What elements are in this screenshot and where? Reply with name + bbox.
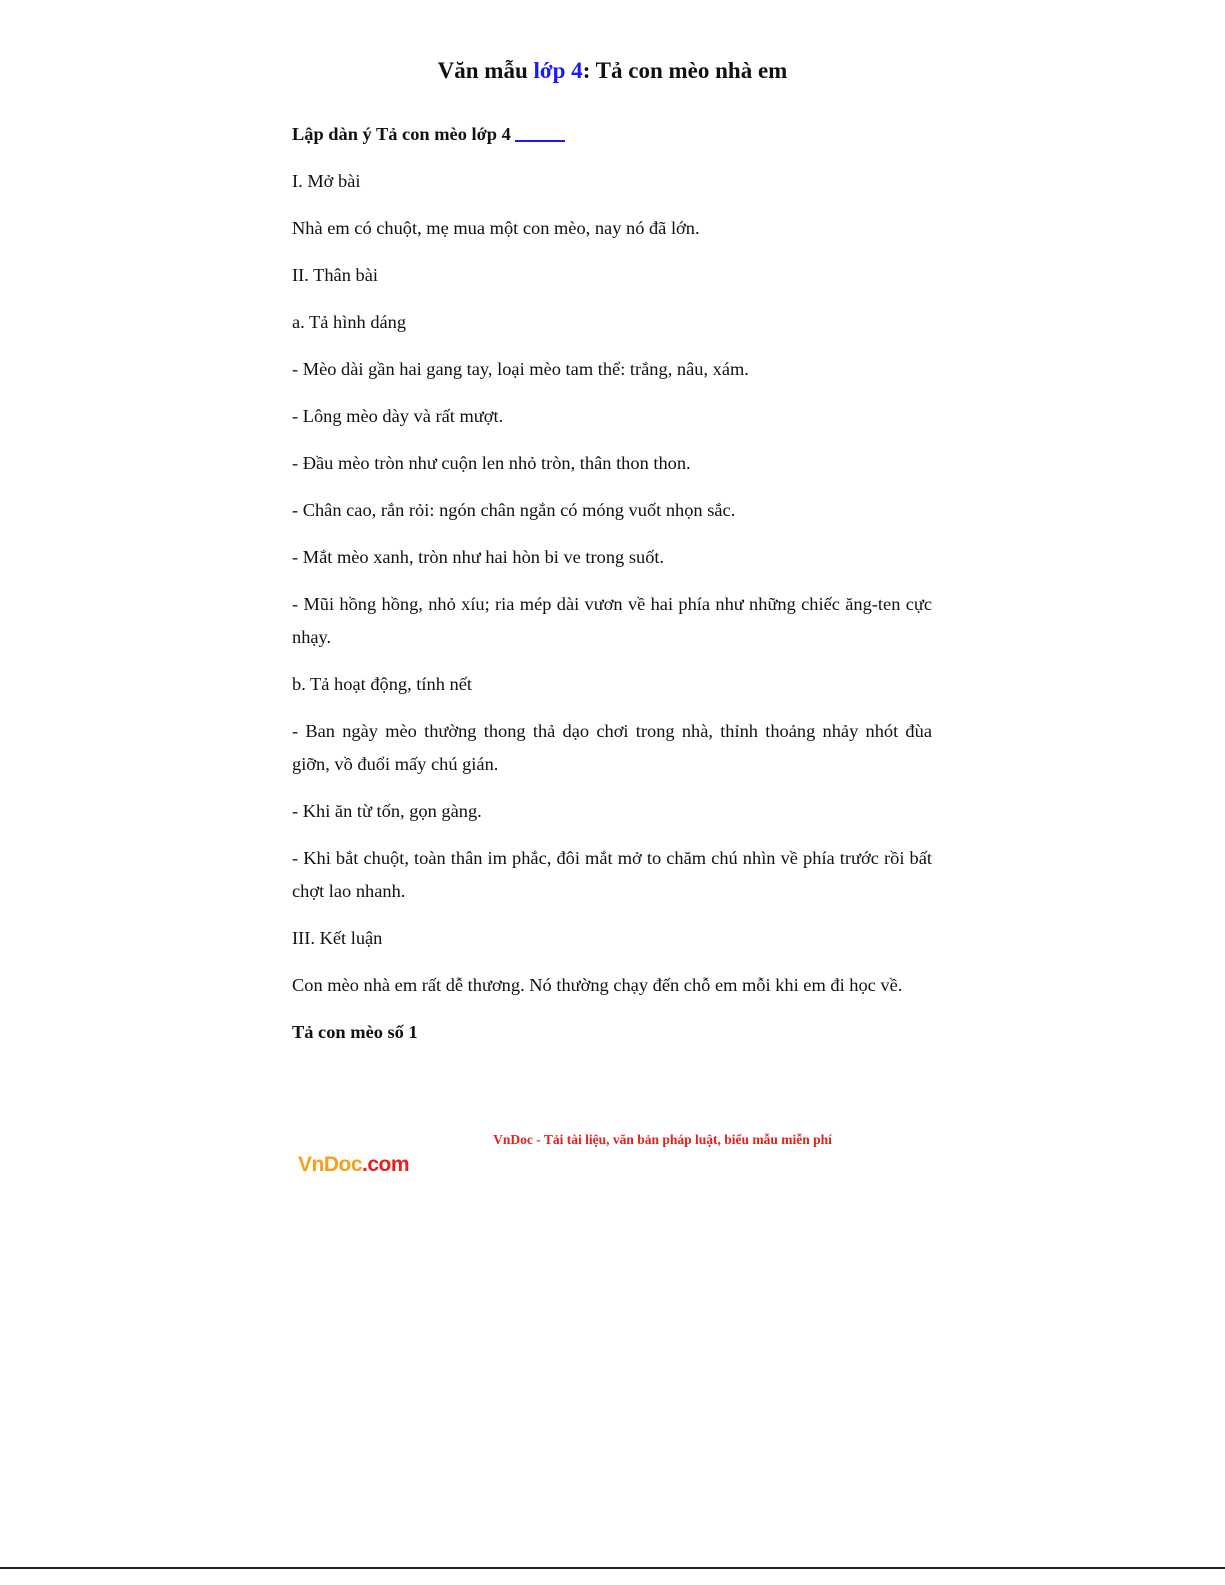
title-prefix: Văn mẫu xyxy=(437,58,534,83)
title-link-lop4[interactable]: lớp 4 xyxy=(533,58,583,83)
outline-heading-text: Lập dàn ý Tả con mèo lớp 4 xyxy=(292,124,511,144)
paragraph: - Ban ngày mèo thường thong thả dạo chơi trong nhà, thỉnh thoảng nhảy nhót đùa giỡn, vồ đuổi mấy chú gián. xyxy=(292,721,932,774)
paragraph: - Khi ăn từ tốn, gọn gàng. xyxy=(292,801,482,821)
paragraph: III. Kết luận xyxy=(292,928,383,948)
paragraph: - Mũi hồng hồng, nhỏ xíu; ria mép dài vươn về hai phía như những chiếc ăng-ten cực nhạy. xyxy=(292,594,932,647)
page-title xyxy=(0,56,1225,86)
section-subheading: Tả con mèo số 1 xyxy=(292,1022,418,1042)
page-bottom-divider xyxy=(0,1567,1225,1569)
logo-com: .com xyxy=(362,1153,410,1176)
logo-doc: Doc xyxy=(323,1153,363,1176)
paragraph: I. Mở bài xyxy=(292,171,361,191)
paragraph: a. Tả hình dáng xyxy=(292,312,407,332)
logo-vn: Vn xyxy=(298,1153,324,1176)
paragraph: - Lông mèo dày và rất mượt. xyxy=(292,406,504,426)
footer-tagline[interactable]: VnDoc - Tải tài liệu, văn bản pháp luật, biểu mẫu miễn phí xyxy=(493,1132,832,1147)
vndoc-logo[interactable] xyxy=(298,1153,409,1177)
outline-heading xyxy=(292,118,932,151)
paragraph: - Mắt mèo xanh, tròn như hai hòn bi ve trong suốt. xyxy=(292,547,665,567)
paragraph: Nhà em có chuột, mẹ mua một con mèo, nay nó đã lớn. xyxy=(292,218,700,238)
heading-blank-link[interactable] xyxy=(515,140,565,142)
paragraph: - Mèo dài gần hai gang tay, loại mèo tam thể: trắng, nâu, xám. xyxy=(292,359,749,379)
paragraph: II. Thân bài xyxy=(292,265,378,285)
paragraph: b. Tả hoạt động, tính nết xyxy=(292,674,472,694)
paragraph: - Chân cao, rắn rỏi: ngón chân ngắn có móng vuốt nhọn sắc. xyxy=(292,500,736,520)
paragraph: Con mèo nhà em rất dễ thương. Nó thường chạy đến chỗ em mỗi khi em đi học về. xyxy=(292,975,903,995)
document-body xyxy=(292,118,932,1063)
paragraph: - Khi bắt chuột, toàn thân im phắc, đôi mắt mở to chăm chú nhìn về phía trước rồi bất chợt lao nhanh. xyxy=(292,848,932,901)
title-suffix: : Tả con mèo nhà em xyxy=(582,58,788,83)
paragraph: - Đầu mèo tròn như cuộn len nhỏ tròn, thân thon thon. xyxy=(292,453,691,473)
